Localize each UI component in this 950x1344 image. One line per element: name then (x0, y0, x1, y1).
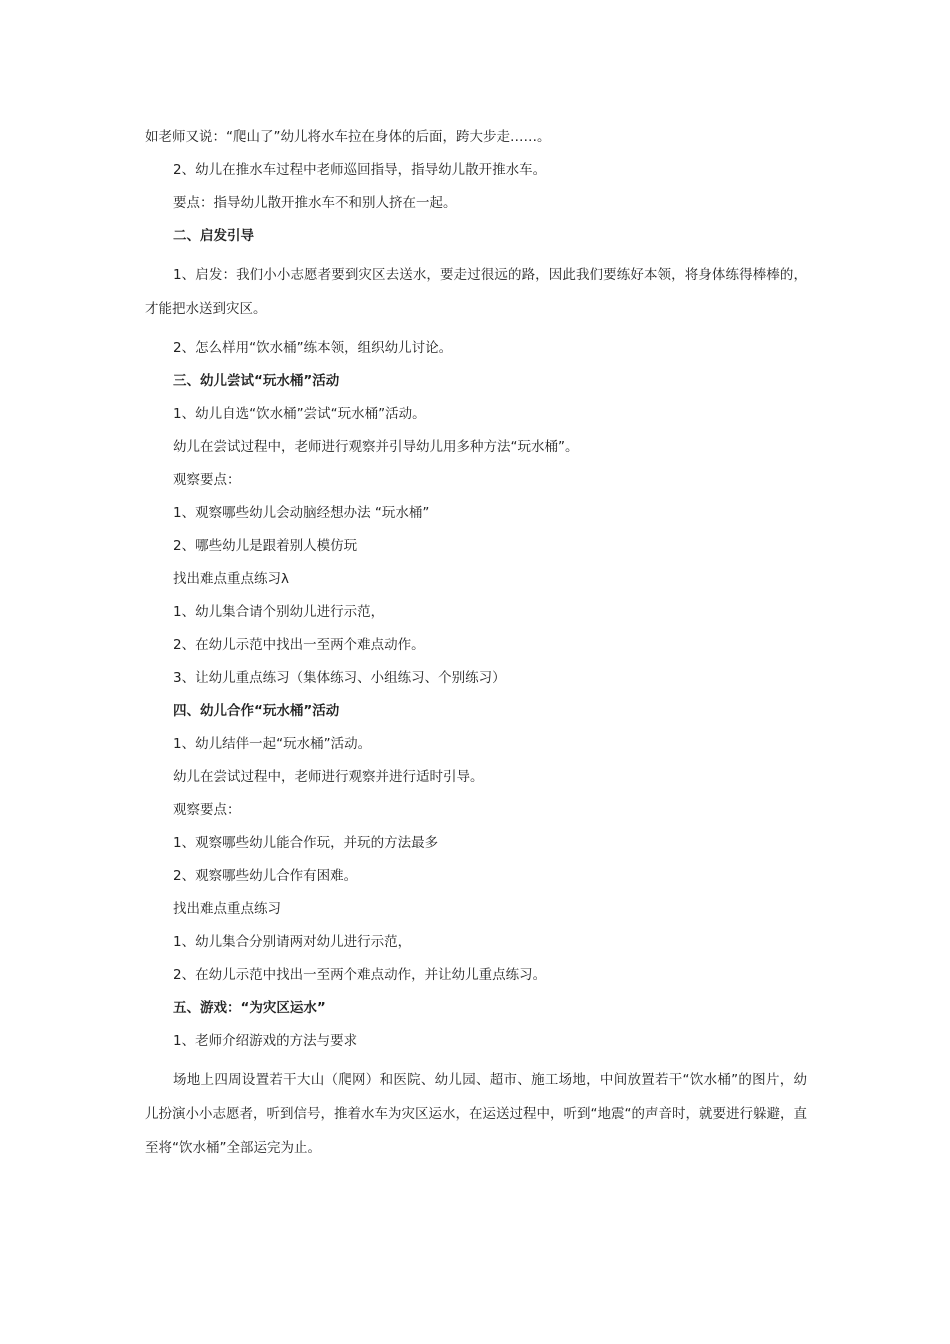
paragraph-practice-1: 1、幼儿集合请个别幼儿进行示范， (173, 604, 385, 620)
section-heading-2: 二、启发引导 (173, 228, 254, 244)
paragraph-practice-5: 2、在幼儿示范中找出一至两个难点动作，并让幼儿重点练习。 (173, 967, 547, 983)
paragraph-practice-title-2: 找出难点重点练习 (173, 901, 281, 917)
paragraph-observe-points: 观察要点： (173, 472, 241, 488)
paragraph-practice-title: 找出难点重点练习λ (173, 571, 289, 587)
paragraph-partner-guide: 幼儿在尝试过程中，老师进行观察并进行适时引导。 (173, 769, 484, 785)
paragraph-observe-1: 1、观察哪些幼儿会动脑经想办法 “玩水桶” (173, 505, 430, 521)
paragraph-step-2: 2、幼儿在推水车过程中老师巡回指导，指导幼儿散开推水车。 (173, 162, 547, 178)
paragraph-practice-3: 3、让幼儿重点练习（集体练习、小组练习、个别练习） (173, 670, 506, 686)
paragraph-observe-2: 2、哪些幼儿是跟着别人模仿玩 (173, 538, 358, 554)
section-heading-5: 五、游戏：“为灾区运水” (173, 1000, 326, 1016)
paragraph-game-intro: 1、老师介绍游戏的方法与要求 (173, 1033, 358, 1049)
paragraph-observe-guide: 幼儿在尝试过程中，老师进行观察并引导幼儿用多种方法“玩水桶”。 (173, 439, 579, 455)
paragraph-discussion: 2、怎么样用“饮水桶”练本领，组织幼儿讨论。 (173, 340, 453, 356)
section-heading-4: 四、幼儿合作“玩水桶”活动 (173, 703, 340, 719)
paragraph-continuation: 如老师又说：“爬山了”幼儿将水车拉在身体的后面，跨大步走……。 (145, 129, 551, 145)
paragraph-inspire: 1、启发：我们小小志愿者要到灾区去送水，要走过很远的路，因此我们要练好本领，将身体练得棒棒的，才能把水送到灾区。 (145, 267, 807, 317)
paragraph-observe-3: 1、观察哪些幼儿能合作玩，并玩的方法最多 (173, 835, 439, 851)
document-body (145, 126, 807, 1165)
paragraph-observe-4: 2、观察哪些幼儿合作有困难。 (173, 868, 358, 884)
paragraph-game-rules: 场地上四周设置若干大山（爬网）和医院、幼儿园、超市、施工场地，中间放置若干“饮水桶”的图片，幼儿扮演小小志愿者，听到信号，推着水车为灾区运水，在运送过程中，听到“地震“的声音时，就要进行躲避，直至将“饮水桶”全部运完为止。 (145, 1072, 807, 1156)
paragraph-key-point: 要点：指导幼儿散开推水车不和别人挤在一起。 (173, 195, 457, 211)
paragraph-practice-4: 1、幼儿集合分别请两对幼儿进行示范， (173, 934, 412, 950)
paragraph-self-select: 1、幼儿自选“饮水桶”尝试“玩水桶”活动。 (173, 406, 426, 422)
section-heading-3: 三、幼儿尝试“玩水桶”活动 (173, 373, 340, 389)
paragraph-practice-2: 2、在幼儿示范中找出一至两个难点动作。 (173, 637, 425, 653)
paragraph-partner: 1、幼儿结伴一起“玩水桶”活动。 (173, 736, 372, 752)
paragraph-observe-points-2: 观察要点： (173, 802, 241, 818)
